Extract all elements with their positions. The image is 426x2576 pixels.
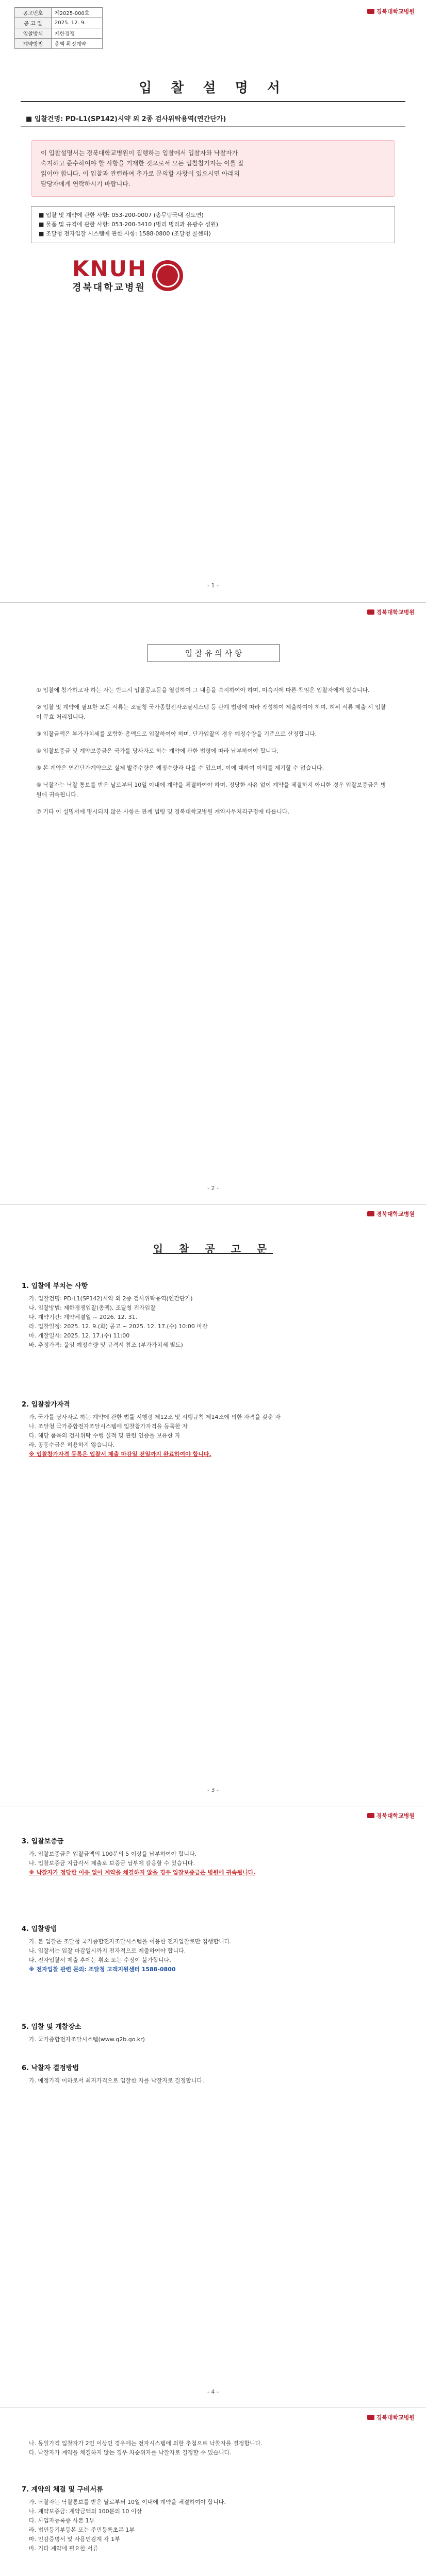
knuh-en: KNUH bbox=[72, 256, 147, 281]
knuh-logo bbox=[72, 258, 183, 294]
section-line: 가. 입찰건명: PD-L1(SP142)시약 외 2종 검사위탁용역(연간단가) bbox=[29, 1295, 193, 1302]
knuh-ko: 경북대학교병원 bbox=[72, 282, 146, 293]
header-logo bbox=[367, 2413, 415, 2421]
contact-line: ■ 입찰 및 계약에 관한 사항: 053-200-0007 (총무팀국내 김도연) bbox=[39, 212, 204, 218]
page-3 bbox=[0, 1205, 426, 1806]
meta-row bbox=[15, 28, 103, 39]
caution-item: ④ 입찰보증금 및 계약보증금은 국가를 당사자로 하는 계약에 관한 법령에 따라 납부하여야 합니다. bbox=[36, 748, 278, 754]
header-logo-text: 경북대학교병원 bbox=[376, 2414, 415, 2421]
section-line: 다. 해당 품목의 검사위탁 수행 실적 및 관련 인증을 보유한 자 bbox=[29, 1432, 181, 1439]
section-line: 바. 기타 계약에 필요한 서류 bbox=[29, 2545, 99, 2552]
section-line: 가. 국가를 당사자로 하는 계약에 관한 법률 시행령 제12조 및 시행규칙 제14조에 의한 자격을 갖춘 자 bbox=[29, 1414, 281, 1420]
section-5 bbox=[22, 2023, 403, 2044]
section-line: 나. 입찰서는 입찰 마감일시까지 전자적으로 제출하여야 합니다. bbox=[29, 1947, 186, 1954]
meta-key: 공 고 일 bbox=[15, 18, 52, 28]
highlight-note: ※ 전자입찰 관련 문의: 조달청 고객지원센터 1588-0800 bbox=[29, 1966, 176, 1973]
header-logo bbox=[367, 7, 415, 15]
section-line: 나. 조달청 국가종합전자조달시스템에 입찰참가자격을 등록한 자 bbox=[29, 1423, 188, 1430]
logo-mark-icon bbox=[367, 609, 374, 615]
contact-line: ■ 물품 및 규격에 관한 사항: 053-200-3410 (병리 병리과 유광수 성원) bbox=[39, 221, 219, 228]
notice-line: 담당자에게 연락하시기 바랍니다. bbox=[41, 180, 130, 188]
section-2 bbox=[22, 1400, 403, 1459]
meta-key: 입찰방식 bbox=[15, 28, 52, 39]
section-heading: 1. 입찰에 부치는 사항 bbox=[22, 1282, 88, 1290]
section-3 bbox=[22, 1837, 403, 1877]
meta-value: 제2025-000호 bbox=[52, 8, 103, 18]
meta-row bbox=[15, 39, 103, 49]
section-line: 가. 국가종합전자조달시스템(www.g2b.go.kr) bbox=[29, 2036, 145, 2043]
notice-line: 읽어야 합니다. 이 입찰과 관련하여 추가로 문의할 사항이 있으시면 아래의 bbox=[41, 170, 240, 177]
meta-value: 총액 확정계약 bbox=[52, 39, 103, 49]
header-logo bbox=[367, 1210, 415, 1218]
notice-box bbox=[31, 140, 395, 197]
caution-item: ① 입찰에 참가하고자 하는 자는 반드시 입찰공고문을 열람하여 그 내용을 숙지하여야 하며, 미숙지에 따른 책임은 입찰자에게 있습니다. bbox=[36, 687, 370, 693]
meta-value: 2025. 12. 9. bbox=[52, 18, 103, 28]
section-4 bbox=[22, 1925, 403, 1974]
header-logo bbox=[367, 1811, 415, 1820]
knuh-wordmark bbox=[72, 258, 147, 294]
title-rule bbox=[21, 101, 405, 102]
contact-line: ■ 조달청 전자입찰 시스템에 관한 사항: 1588-0800 (조달청 콜센터) bbox=[39, 230, 211, 237]
highlight-note: ※ 입찰참가자격 등록은 입찰서 제출 마감일 전일까지 완료하여야 합니다. bbox=[29, 1451, 211, 1458]
section-line: 가. 본 입찰은 조달청 국가종합전자조달시스템을 이용한 전자입찰로만 집행합니다. bbox=[29, 1938, 232, 1945]
page-number: - 1 - bbox=[207, 582, 219, 589]
header-logo bbox=[367, 608, 415, 616]
section-line: 다. 낙찰자가 계약을 체결하지 않는 경우 차순위자를 낙찰자로 결정할 수 있습니다. bbox=[29, 2449, 232, 2456]
section-line: 바. 추정가격: 붙임 예정수량 및 규격서 참조 (부가가치세 별도) bbox=[29, 1342, 183, 1348]
caution-item: ② 입찰 및 계약에 필요한 모든 서류는 조달청 국가종합전자조달시스템 등 관계 법령에 따라 작성하여 제출하여야 하며, 허위 서류 제출 시 입찰이 무효 처리됩니다. bbox=[36, 704, 386, 720]
header-logo-text: 경북대학교병원 bbox=[376, 609, 415, 616]
meta-row bbox=[15, 8, 103, 18]
section-line: 다. 사업자등록증 사본 1부 bbox=[29, 2517, 95, 2524]
caution-item: ⑥ 낙찰자는 낙찰 통보를 받은 날로부터 10일 이내에 계약을 체결하여야 하며, 정당한 사유 없이 계약을 체결하지 아니한 경우 입찰보증금은 병원에 귀속됩니다. bbox=[36, 782, 386, 798]
header-logo-text: 경북대학교병원 bbox=[376, 1812, 415, 1819]
section-line: 가. 예정가격 이하로서 최저가격으로 입찰한 자를 낙찰자로 결정합니다. bbox=[29, 2077, 204, 2084]
meta-row bbox=[15, 18, 103, 28]
logo-mark-icon bbox=[367, 1813, 374, 1818]
section-heading: 5. 입찰 및 개찰장소 bbox=[22, 2023, 81, 2031]
section-heading: 6. 낙찰자 결정방법 bbox=[22, 2064, 79, 2072]
meta-key: 공고번호 bbox=[15, 8, 52, 18]
bid-subject: ■ 입찰건명: PD-L1(SP142)시약 외 2종 검사위탁용역(연간단가) bbox=[21, 110, 405, 127]
doc-meta-table bbox=[14, 7, 103, 49]
header-logo-text: 경북대학교병원 bbox=[376, 8, 415, 15]
announce-title: 입 찰 공 고 문 bbox=[153, 1243, 273, 1255]
section-6-cont bbox=[22, 2439, 403, 2458]
notice-line: 이 입찰설명서는 경북대학교병원이 집행하는 입찰에서 입찰자와 낙찰자가 bbox=[41, 149, 238, 157]
section-line: 가. 낙찰자는 낙찰통보를 받은 날로부터 10일 이내에 계약을 체결하여야 합니다. bbox=[29, 2499, 226, 2505]
page-1 bbox=[0, 0, 426, 603]
caution-title: 입 찰 유 의 사 항 bbox=[148, 644, 280, 662]
section-heading: 7. 계약의 체결 및 구비서류 bbox=[22, 2486, 103, 2494]
section-line: 나. 입찰보증금 지급각서 제출로 보증금 납부에 갈음할 수 있습니다. bbox=[29, 1860, 195, 1867]
section-line: 나. 계약보증금: 계약금액의 100분의 10 이상 bbox=[29, 2508, 142, 2515]
caution-item: ⑦ 기타 이 설명서에 명시되지 않은 사항은 관계 법령 및 경북대학교병원 계약사무처리규정에 따릅니다. bbox=[36, 808, 289, 815]
caution-item: ⑤ 본 계약은 연간단가계약으로 실제 발주수량은 예정수량과 다를 수 있으며, 이에 대하여 이의를 제기할 수 없습니다. bbox=[36, 765, 324, 771]
section-line: 라. 공동수급은 허용하지 않습니다. bbox=[29, 1442, 115, 1448]
section-line: 마. 인감증명서 및 사용인감계 각 1부 bbox=[29, 2536, 120, 2543]
header-logo-text: 경북대학교병원 bbox=[376, 1211, 415, 1217]
meta-value: 제한경쟁 bbox=[52, 28, 103, 39]
section-heading: 2. 입찰참가자격 bbox=[22, 1401, 70, 1409]
caution-list bbox=[36, 685, 387, 824]
caution-item: ③ 입찰금액은 부가가치세를 포함한 총액으로 입찰하여야 하며, 단가입찰의 경우 예정수량을 기준으로 산정합니다. bbox=[36, 731, 317, 737]
doc-title: 입 찰 설 명 서 bbox=[139, 80, 287, 96]
page-number: - 3 - bbox=[207, 1787, 219, 1793]
page-2 bbox=[0, 603, 426, 1205]
section-line: 나. 입찰방법: 제한경쟁입찰(총액), 조달청 전자입찰 bbox=[29, 1304, 156, 1311]
logo-mark-icon bbox=[367, 9, 374, 14]
notice-line: 숙지하고 준수하여야 할 사항을 기재한 것으로서 모든 입찰참가자는 이를 잘 bbox=[41, 160, 244, 167]
contact-box bbox=[31, 206, 395, 243]
hospital-emblem-icon bbox=[152, 260, 183, 291]
section-line: 가. 입찰보증금은 입찰금액의 100분의 5 이상을 납부하여야 합니다. bbox=[29, 1851, 197, 1857]
section-1 bbox=[22, 1282, 403, 1350]
logo-mark-icon bbox=[367, 2415, 374, 2420]
section-6 bbox=[22, 2064, 403, 2086]
section-7 bbox=[22, 2485, 403, 2553]
section-line: 다. 계약기간: 계약체결일 ~ 2026. 12. 31. bbox=[29, 1314, 138, 1320]
section-line: 다. 전자입찰서 제출 후에는 취소 또는 수정이 불가합니다. bbox=[29, 1957, 171, 1963]
section-heading: 3. 입찰보증금 bbox=[22, 1838, 64, 1845]
page-number: - 2 - bbox=[207, 1185, 219, 1192]
highlight-note: ※ 낙찰자가 정당한 이유 없이 계약을 체결하지 않을 경우 입찰보증금은 병원에 귀속됩니다. bbox=[29, 1869, 256, 1876]
page-number: - 4 - bbox=[207, 2388, 219, 2395]
section-line: 라. 입찰일정: 2025. 12. 9.(화) 공고 ~ 2025. 12. 17.(수) 10:00 마감 bbox=[29, 1323, 208, 1330]
meta-key: 계약방법 bbox=[15, 39, 52, 49]
section-line: 라. 법인등기부등본 또는 주민등록초본 1부 bbox=[29, 2527, 135, 2533]
page-4 bbox=[0, 1806, 426, 2408]
section-line: 나. 동일가격 입찰자가 2인 이상인 경우에는 전자시스템에 의한 추첨으로 낙찰자를 결정합니다. bbox=[29, 2440, 263, 2447]
page-5 bbox=[0, 2408, 426, 2576]
section-heading: 4. 입찰방법 bbox=[22, 1925, 57, 1933]
logo-mark-icon bbox=[367, 1211, 374, 1216]
section-line: 마. 개찰일시: 2025. 12. 17.(수) 11:00 bbox=[29, 1332, 130, 1339]
